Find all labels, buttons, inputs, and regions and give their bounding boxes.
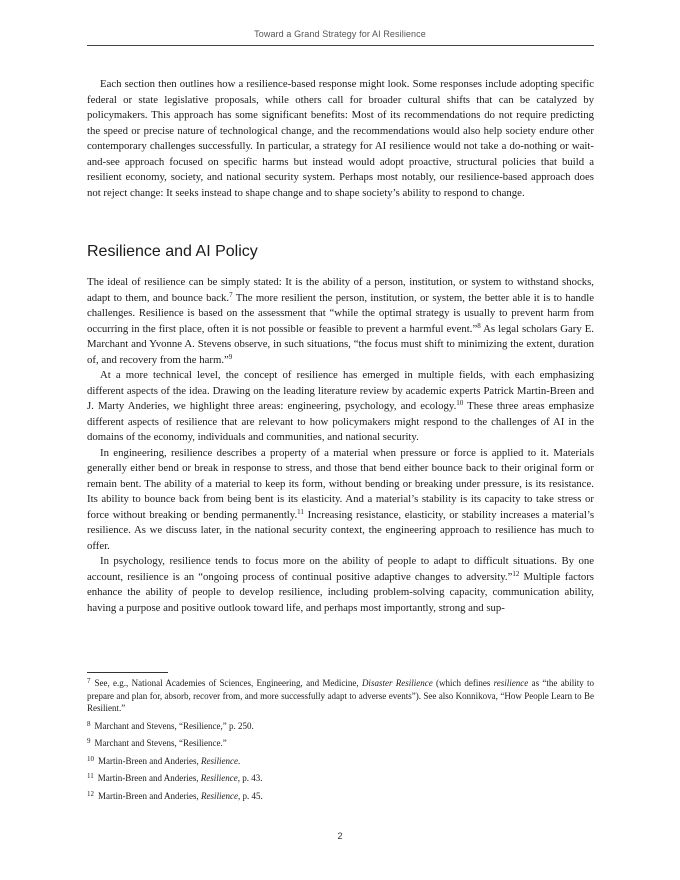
footnote-text: Marchant and Stevens, “Resilience.” bbox=[94, 738, 227, 748]
footnote-text: as “the ability to prepare and plan for, absorb, recover from, and more successfully adapt to adverse events”). See also Konnikova, “How People Learn to Be Resilient.” bbox=[87, 678, 595, 713]
paragraph-definition bbox=[87, 275, 594, 368]
footnote-title: Resilience bbox=[200, 755, 238, 766]
footnote-title: Resilience bbox=[200, 773, 238, 783]
footnote-11 bbox=[87, 772, 594, 785]
footnote-text: Martin-Breen and Anderies, bbox=[97, 773, 201, 783]
footnote-ref[interactable]: 8 bbox=[477, 321, 481, 330]
paragraph-text: Increasing resistance, elasticity, or stability increases a material’s resilience. As we discuss later, in the national security context, the engineering approach to resilience has much to offer. bbox=[87, 508, 595, 552]
footnote-ref[interactable]: 7 bbox=[229, 290, 233, 299]
intro-paragraph: Each section then outlines how a resilience-based response might look. Some responses include adopting specific federal or state legislative proposals, while others call for broader cultural shifts that can be catalyzed by policymakers. This approach has some significant benefits: Most of its recommendations do not require predicting the speed or precise nature of technological change, and the recommendations would also help society endure other contemporary challenges successfully. In particular, a strategy for AI resilience would not take a do-nothing or wait-and-see approach focused on specific harms but instead would adopt proactive, structural policies that build a resilient economy, society, and national security system. Perhaps most notably, our resilience-based approach does not reject change: It seeks instead to shape change and to shape society’s ability to respond to change. bbox=[87, 78, 594, 199]
footnotes bbox=[87, 677, 594, 807]
footnote-text: Martin-Breen and Anderies, bbox=[98, 755, 201, 766]
footnote-text: Marchant and Stevens, “Resilience,” p. 250. bbox=[94, 720, 254, 731]
footnote-title: Disaster Resilience bbox=[361, 678, 433, 688]
paragraph-text: As legal scholars Gary E. Marchant and Yvonne A. Stevens observe, in such situations, “the focus must shift to minimizing the extent, duration of, and recovery from the harm.” bbox=[87, 322, 594, 366]
paragraph-text: In psychology, resilience tends to focus more on the ability of people to adapt to difficult situations. By one account, resilience is an “ongoing process of continual positive adaptive changes to adversity.” bbox=[87, 555, 594, 583]
footnote-text: Martin-Breen and Anderies, bbox=[98, 790, 201, 801]
footnote-12 bbox=[87, 790, 594, 803]
footnote-text: (which defines bbox=[432, 678, 494, 688]
paragraph-text: These three areas emphasize different aspects of resilience that are relevant to how policymakers might respond to the challenges of AI in the domains of the economy, individuals and communities, and national security. bbox=[87, 400, 595, 443]
paragraph-text: Multiple factors enhance the ability of people to develop resilience, including problem-solving capacity, communication ability, having a purpose and positive outlook toward life, and perhaps most importantly, strong and sup- bbox=[87, 570, 594, 614]
footnote-9 bbox=[87, 737, 594, 750]
footnote-ref[interactable]: 9 bbox=[228, 352, 233, 361]
paragraph-engineering bbox=[87, 446, 594, 555]
footnote-ref[interactable]: 10 bbox=[456, 399, 464, 407]
footnote-10 bbox=[87, 755, 594, 768]
footnote-number: 7 bbox=[87, 677, 91, 685]
running-head: Toward a Grand Strategy for AI Resilience bbox=[254, 29, 426, 39]
footnote-text: See, e.g., National Academies of Sciences, Engineering, and Medicine, bbox=[94, 678, 362, 688]
footnote-term: resilience bbox=[493, 678, 529, 688]
footnote-7 bbox=[87, 677, 594, 715]
paragraph-text: The more resilient the person, institution, or system, the better able it is to handle challenges. Resilience is based on the assessment that “while the optimal strategy is usually to prevent harm from occurring in the first place, often it is not possible or feasible to prevent a harmful event.” bbox=[87, 291, 594, 335]
footnote-text: , p. 45. bbox=[237, 790, 263, 801]
paragraph-text: The ideal of resilience can be simply stated: It is the ability of a person, institution, or system to withstand shocks, adapt to them, and bounce back. bbox=[87, 276, 594, 304]
footnote-8 bbox=[87, 720, 594, 733]
footnote-number: 12 bbox=[87, 789, 94, 798]
footnote-number: 9 bbox=[87, 737, 91, 745]
section-body bbox=[87, 275, 594, 616]
footnote-rule bbox=[87, 672, 168, 673]
header-rule bbox=[87, 45, 594, 46]
footnote-number: 10 bbox=[87, 754, 94, 763]
footnote-text: . bbox=[237, 755, 241, 766]
paragraph-text: In engineering, resilience describes a property of a material when pressure or force is applied to it. Materials generally either bend or break in response to stress, and those that bend either bounce back to their original form or remain bent. The ability of a material to keep its form, without bending or breaking under pressure, is its resistance. Its ability to bounce back from being bent is its elasticity. And a material’s stability is its capacity to take stress or force without breaking or bending permanently. bbox=[87, 446, 594, 521]
footnote-ref[interactable]: 12 bbox=[512, 569, 520, 578]
footnote-text: , p. 43. bbox=[237, 773, 263, 783]
footnote-title: Resilience bbox=[200, 790, 238, 801]
paragraph-text: At a more technical level, the concept of resilience has emerged in multiple fields, with each emphasizing different aspects of the idea. Drawing on the leading literature review by academic experts Patrick Martin-Breen and J. Marty Anderies, we highlight three areas: engineering, psychology, and ecology. bbox=[87, 369, 594, 412]
paragraph-psychology bbox=[87, 554, 594, 616]
footnote-number: 11 bbox=[87, 772, 94, 780]
section-heading: Resilience and AI Policy bbox=[87, 243, 258, 260]
footnote-ref[interactable]: 11 bbox=[297, 507, 304, 516]
intro-block bbox=[87, 77, 594, 201]
paragraph-technical bbox=[87, 368, 594, 446]
page-number: 2 bbox=[337, 831, 343, 841]
footnote-number: 8 bbox=[87, 719, 91, 728]
